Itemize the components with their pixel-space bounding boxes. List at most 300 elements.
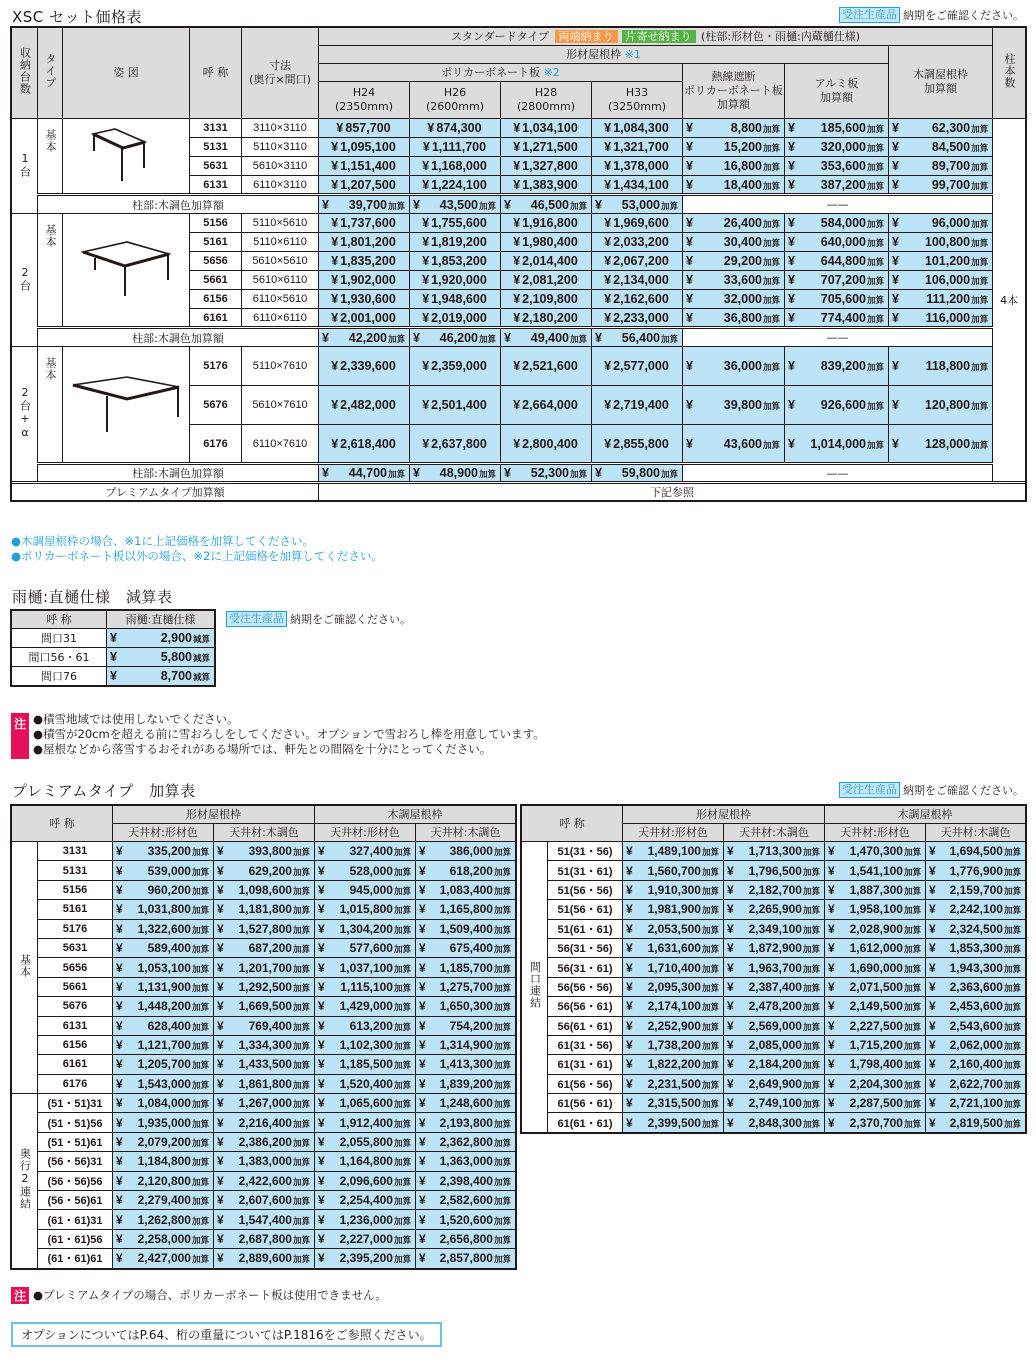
price-cell xyxy=(623,997,724,1016)
price-suffix: 加算 xyxy=(292,1138,310,1149)
premium-code: (56・56)31 xyxy=(38,1152,113,1171)
premium-table-row xyxy=(12,1152,516,1171)
price-suffix: 加算 xyxy=(1003,924,1021,935)
yen-sign: ¥ xyxy=(419,1135,426,1150)
price-cell xyxy=(825,880,926,899)
price-cell xyxy=(319,386,410,425)
price-cell xyxy=(592,157,683,176)
yen-sign: ¥ xyxy=(419,902,426,917)
price-cell xyxy=(683,271,785,290)
price-value: 1,185,700 xyxy=(439,960,493,975)
price-value: 386,000 xyxy=(449,844,493,859)
price-suffix: 加算 xyxy=(493,847,511,858)
price-cell xyxy=(319,138,410,157)
premium-table-row xyxy=(12,997,516,1016)
price-cell xyxy=(683,233,785,252)
price-cell xyxy=(113,842,214,861)
yen-sign: ¥ xyxy=(626,902,633,917)
note-non-polycarbonate: ●ポリカーボネート板以外の場合、※2に上記価格を加算してください。 xyxy=(11,549,383,563)
product-code: 5156 xyxy=(190,214,242,233)
yen-sign: ¥ xyxy=(422,216,430,230)
price-value: 754,200 xyxy=(449,1018,493,1033)
premium-code: 5631 xyxy=(38,938,113,957)
price-value: 2,071,500 xyxy=(849,979,903,994)
price-cell xyxy=(113,1152,214,1171)
price-value: 1,115,100 xyxy=(340,979,393,994)
price-value: 2,014,400 xyxy=(522,254,578,268)
price-suffix: 加算 xyxy=(493,1118,511,1129)
price-value: 335,200 xyxy=(147,844,191,859)
price-value: 675,400 xyxy=(449,941,493,956)
price-cell xyxy=(416,900,516,919)
yen-sign: ¥ xyxy=(626,1038,633,1053)
premium-table-row xyxy=(12,1074,516,1093)
price-cell xyxy=(410,195,501,214)
price-value: 56,400 xyxy=(621,330,660,345)
price-suffix: 加算 xyxy=(493,866,511,877)
yen-sign: ¥ xyxy=(892,140,899,154)
price-cell xyxy=(785,309,889,328)
yen-sign: ¥ xyxy=(513,398,521,412)
price-value: 769,400 xyxy=(248,1018,292,1033)
price-cell xyxy=(315,880,416,899)
price-value: 2,324,500 xyxy=(949,921,1003,936)
yen-sign: ¥ xyxy=(419,863,426,878)
yen-sign: ¥ xyxy=(422,140,430,154)
price-value: 2,258,000 xyxy=(137,1232,191,1246)
price-suffix: 加算 xyxy=(866,401,884,411)
price-suffix: 加算 xyxy=(191,1118,209,1129)
page-title: XSC セット価格表 xyxy=(12,8,143,26)
price-cell xyxy=(724,880,825,899)
vertical-label: 間口連結 xyxy=(528,961,542,1010)
price-value: 1,612,000 xyxy=(849,941,903,956)
yen-sign: ¥ xyxy=(626,844,633,859)
vertical-label: 基本 xyxy=(44,357,57,381)
product-code: 5131 xyxy=(190,138,242,157)
price-value: 2,501,400 xyxy=(431,398,487,412)
yen-sign: ¥ xyxy=(318,1115,325,1130)
price-value: 1,015,800 xyxy=(339,902,393,917)
made-to-order-badge: 受注生産品 xyxy=(839,7,900,23)
premium-header-name: 呼 称 xyxy=(12,806,113,842)
price-value: 1,034,100 xyxy=(522,121,578,135)
price-cell xyxy=(785,425,889,464)
price-suffix: 加算 xyxy=(903,1079,921,1090)
premium-table-row xyxy=(12,861,516,880)
price-cell xyxy=(501,347,592,386)
header-storage xyxy=(12,28,38,119)
yen-sign: ¥ xyxy=(318,979,325,994)
price-value: 2,399,500 xyxy=(647,1115,701,1130)
price-value: 42,200 xyxy=(348,330,387,345)
price-value: 59,800 xyxy=(621,466,660,480)
yen-sign: ¥ xyxy=(686,292,693,306)
price-suffix: 加算 xyxy=(701,1079,719,1090)
premium-code: 5176 xyxy=(38,919,113,938)
yen-sign: ¥ xyxy=(110,631,117,645)
premium-code: (51・51)31 xyxy=(38,1094,113,1113)
yen-sign: ¥ xyxy=(318,882,325,897)
price-cell xyxy=(926,1074,1026,1093)
type-label xyxy=(38,347,63,464)
yen-sign: ¥ xyxy=(929,1038,936,1053)
premium-code: 61(56・56) xyxy=(548,1074,623,1093)
price-cell xyxy=(501,233,592,252)
yen-sign: ¥ xyxy=(419,979,426,994)
price-cell xyxy=(410,138,501,157)
price-suffix: 加算 xyxy=(1003,1099,1021,1110)
pillar-wood-label: 柱部:木調色加算額 xyxy=(38,195,319,214)
price-suffix: 加算 xyxy=(493,1176,511,1187)
price-value: 774,400 xyxy=(820,310,866,325)
price-suffix: 加算 xyxy=(493,905,511,916)
price-suffix: 加算 xyxy=(866,124,884,134)
price-value: 393,800 xyxy=(248,844,292,859)
price-suffix: 加算 xyxy=(802,847,820,858)
header-aluminum: アルミ板 加算額 xyxy=(785,64,889,119)
premium-table-row xyxy=(522,842,1026,861)
price-cell xyxy=(724,842,825,861)
price-value: 1,383,000 xyxy=(238,1154,292,1169)
header-wood-frame: 木調屋根枠 加算額 xyxy=(889,46,993,119)
yen-sign: ¥ xyxy=(929,882,936,897)
vertical-label: 2台 xyxy=(18,265,32,292)
price-value: 2,279,400 xyxy=(137,1193,191,1208)
premium-header-wood: 木調屋根枠 xyxy=(825,806,1026,824)
price-value: 2,427,000 xyxy=(137,1251,191,1266)
yen-sign: ¥ xyxy=(513,310,521,325)
made-to-order-badge: 受注生産品 xyxy=(839,782,900,798)
price-value: 2,478,200 xyxy=(748,999,802,1014)
price-suffix: 加算 xyxy=(971,313,989,324)
price-value: 2,055,800 xyxy=(339,1135,393,1150)
price-cell xyxy=(926,1094,1026,1113)
price-cell xyxy=(416,1055,516,1074)
price-value: 2,398,400 xyxy=(439,1173,493,1188)
yen-sign: ¥ xyxy=(318,1154,325,1169)
price-value: 1,912,400 xyxy=(339,1115,393,1130)
yen-sign: ¥ xyxy=(513,216,521,230)
yen-sign: ¥ xyxy=(217,979,224,994)
yen-sign: ¥ xyxy=(331,216,339,230)
price-cell xyxy=(926,880,1026,899)
price-cell xyxy=(319,425,410,464)
price-suffix: 加算 xyxy=(1003,1060,1021,1071)
yen-sign: ¥ xyxy=(419,1096,426,1111)
yen-sign: ¥ xyxy=(331,140,339,154)
price-suffix: 加算 xyxy=(866,257,884,267)
price-cell xyxy=(825,938,926,957)
yen-sign: ¥ xyxy=(892,398,899,412)
price-suffix: 加算 xyxy=(493,1021,511,1032)
price-value: 2,649,900 xyxy=(748,1076,802,1091)
price-cell xyxy=(926,842,1026,861)
price-value: 1,262,800 xyxy=(137,1212,191,1227)
price-cell xyxy=(825,977,926,996)
yen-sign: ¥ xyxy=(788,273,795,287)
price-suffix: 加算 xyxy=(971,124,989,134)
price-cell xyxy=(319,195,410,214)
price-cell xyxy=(683,176,785,195)
price-cell xyxy=(889,138,993,157)
yen-sign: ¥ xyxy=(318,1135,325,1150)
price-cell xyxy=(315,1191,416,1210)
yen-sign: ¥ xyxy=(318,1173,325,1188)
product-size: 3110×3110 xyxy=(242,119,319,138)
price-suffix: 加算 xyxy=(393,1235,411,1245)
yen-sign: ¥ xyxy=(929,1115,936,1130)
yen-sign: ¥ xyxy=(217,1173,224,1188)
price-cell xyxy=(214,1229,315,1248)
price-cell xyxy=(785,386,889,425)
price-value: 1,433,500 xyxy=(238,1057,292,1072)
price-value: 1,776,900 xyxy=(949,863,1003,878)
premium-code: 5661 xyxy=(38,977,113,996)
price-value: 2,543,600 xyxy=(949,1018,1003,1033)
price-suffix: 加算 xyxy=(493,1254,511,1265)
yen-sign: ¥ xyxy=(318,1193,325,1208)
price-suffix: 加算 xyxy=(191,1215,209,1226)
price-suffix: 加算 xyxy=(971,362,989,372)
price-value: 1,098,600 xyxy=(238,882,292,897)
price-value: 2,386,200 xyxy=(238,1135,292,1150)
price-suffix: 加算 xyxy=(191,1176,209,1187)
price-suffix: 加算 xyxy=(292,847,310,858)
price-value: 118,800 xyxy=(925,359,971,373)
price-cell xyxy=(315,1171,416,1190)
yen-sign: ¥ xyxy=(626,1076,633,1091)
price-value: 1,980,400 xyxy=(522,235,578,249)
price-value: 1,111,700 xyxy=(431,140,487,154)
price-value: 1,902,000 xyxy=(340,273,396,287)
yen-sign: ¥ xyxy=(318,844,325,859)
price-cell xyxy=(416,1113,516,1132)
price-suffix: 加算 xyxy=(866,295,884,305)
price-suffix: 加算 xyxy=(292,885,310,896)
premium-table-row xyxy=(522,977,1026,996)
premium-code: (61・61)61 xyxy=(38,1249,113,1268)
yen-sign: ¥ xyxy=(419,1038,426,1053)
price-cell xyxy=(785,271,889,290)
yen-sign: ¥ xyxy=(626,1096,633,1111)
price-cell xyxy=(416,1171,516,1190)
yen-sign: ¥ xyxy=(727,902,734,917)
product-code: 6161 xyxy=(190,309,242,328)
yen-sign: ¥ xyxy=(892,177,899,192)
premium-table-row xyxy=(12,1035,516,1054)
price-value: 1,798,400 xyxy=(849,1057,903,1072)
price-cell xyxy=(724,977,825,996)
price-value: 2,656,800 xyxy=(439,1232,493,1246)
product-size: 6110×3110 xyxy=(242,176,319,195)
price-value: 1,224,100 xyxy=(431,177,487,192)
price-value: 1,151,400 xyxy=(340,159,396,173)
price-cell xyxy=(592,119,683,138)
price-value: 2,395,200 xyxy=(339,1251,393,1266)
pillar-wood-row xyxy=(12,195,1026,214)
price-cell xyxy=(113,861,214,880)
premium-code: (51・51)56 xyxy=(38,1113,113,1132)
price-value: 2,134,000 xyxy=(613,273,669,287)
price-cell xyxy=(785,138,889,157)
yen-sign: ¥ xyxy=(513,140,521,154)
price-cell xyxy=(410,425,501,464)
price-cell xyxy=(724,861,825,880)
price-value: 2,180,200 xyxy=(522,310,578,325)
price-cell xyxy=(416,977,516,996)
price-cell xyxy=(926,1055,1026,1074)
price-cell xyxy=(410,328,501,347)
yen-sign: ¥ xyxy=(604,359,612,373)
price-suffix: 加算 xyxy=(292,1176,310,1187)
yen-sign: ¥ xyxy=(419,1212,426,1227)
price-value: 589,400 xyxy=(147,941,191,956)
price-suffix: 加算 xyxy=(393,1138,411,1149)
yen-sign: ¥ xyxy=(422,359,430,373)
price-value: 2,339,600 xyxy=(340,359,396,373)
price-cell xyxy=(592,176,683,195)
price-value: 2,637,800 xyxy=(431,436,487,451)
price-cell xyxy=(889,386,993,425)
yen-sign: ¥ xyxy=(788,254,795,268)
premium-code: 56(56・61) xyxy=(548,997,623,1016)
premium-table-row xyxy=(522,958,1026,977)
price-value: 1,958,100 xyxy=(849,902,903,917)
price-cell xyxy=(113,1210,214,1229)
yen-sign: ¥ xyxy=(626,960,633,975)
premium-table-row xyxy=(522,1094,1026,1113)
price-cell xyxy=(623,1094,724,1113)
price-cell xyxy=(683,347,785,386)
yen-sign: ¥ xyxy=(217,882,224,897)
price-suffix: 加算 xyxy=(569,333,587,344)
yen-sign: ¥ xyxy=(217,1212,224,1227)
price-value: 2,053,500 xyxy=(647,921,701,936)
price-value: 2,109,800 xyxy=(522,292,578,306)
price-suffix: 加算 xyxy=(493,963,511,974)
price-suffix: 加算 xyxy=(393,1157,411,1168)
price-cell xyxy=(785,119,889,138)
premium-table-row xyxy=(12,1132,516,1151)
price-suffix: 加算 xyxy=(393,1079,411,1090)
price-suffix: 加算 xyxy=(866,219,884,229)
price-value: 89,700 xyxy=(931,159,971,173)
price-value: 2,370,700 xyxy=(849,1115,903,1130)
price-value: 52,300 xyxy=(530,466,569,480)
price-cell xyxy=(416,1249,516,1268)
header-standard-type: スタンダードタイプ 両端納まり 片寄せ納まり (柱部:形材色・雨樋:内蔵樋仕様) xyxy=(319,28,993,46)
price-value: 687,200 xyxy=(248,941,292,956)
price-value: 1,669,500 xyxy=(238,999,292,1014)
yen-sign: ¥ xyxy=(116,882,123,897)
price-suffix: 加算 xyxy=(292,1002,310,1013)
header-size: 寸法 (奥行×間口) xyxy=(242,28,319,119)
price-value: 1,948,600 xyxy=(431,292,487,306)
price-cell xyxy=(825,958,926,977)
price-suffix: 加算 xyxy=(701,1041,719,1052)
price-suffix: 加算 xyxy=(802,885,820,896)
yen-sign: ¥ xyxy=(828,902,835,917)
price-value: 2,889,600 xyxy=(238,1251,292,1266)
tag-both-ends: 両端納まり xyxy=(555,30,618,43)
tag-one-side: 片寄せ納まり xyxy=(622,30,696,43)
price-suffix: 加算 xyxy=(191,1157,209,1168)
price-value: 2,819,500 xyxy=(949,1115,1003,1130)
price-cell xyxy=(501,176,592,195)
yen-sign: ¥ xyxy=(892,359,899,373)
price-cell xyxy=(501,464,592,483)
price-suffix: 加算 xyxy=(866,238,884,248)
price-value: 618,200 xyxy=(449,863,493,878)
price-suffix: 加算 xyxy=(762,219,780,229)
price-value: 46,200 xyxy=(439,330,478,345)
price-value: 53,000 xyxy=(621,197,660,212)
price-cell xyxy=(319,271,410,290)
yen-sign: ¥ xyxy=(727,1115,734,1130)
premium-table-row xyxy=(522,1055,1026,1074)
price-suffix: 加算 xyxy=(701,982,719,993)
price-cell xyxy=(315,861,416,880)
main-notes xyxy=(11,534,383,564)
price-value: 2,096,600 xyxy=(339,1173,393,1188)
price-cell xyxy=(785,347,889,386)
price-value: 43,500 xyxy=(439,197,478,212)
header-heat-block: 熱線遮断 ポリカーボネート板 加算額 xyxy=(683,64,785,119)
yen-sign: ¥ xyxy=(828,960,835,975)
price-value: 43,600 xyxy=(723,436,762,451)
price-suffix: 加算 xyxy=(292,1079,310,1090)
price-cell xyxy=(315,1132,416,1151)
price-suffix: 加算 xyxy=(971,238,989,248)
price-cell xyxy=(785,176,889,195)
price-cell xyxy=(825,842,926,861)
gutter-header-spec: 雨樋:直樋仕様 xyxy=(107,611,215,629)
price-value: 2,855,800 xyxy=(613,436,669,451)
price-cell xyxy=(315,900,416,919)
price-value: 1,694,500 xyxy=(949,844,1003,859)
price-cell xyxy=(416,1074,516,1093)
price-suffix: 加算 xyxy=(393,866,411,877)
price-cell xyxy=(214,900,315,919)
price-suffix: 加算 xyxy=(393,847,411,858)
yen-sign: ¥ xyxy=(727,979,734,994)
yen-sign: ¥ xyxy=(513,235,521,249)
price-cell xyxy=(315,1094,416,1113)
price-cell xyxy=(889,309,993,328)
yen-sign: ¥ xyxy=(318,941,325,956)
price-suffix: 加算 xyxy=(866,143,884,153)
price-suffix: 加算 xyxy=(903,847,921,858)
price-suffix: 加算 xyxy=(701,963,719,974)
yen-sign: ¥ xyxy=(828,1115,835,1130)
price-value: 1,969,600 xyxy=(613,216,669,230)
yen-sign: ¥ xyxy=(422,159,430,173)
product-size: 6110×6110 xyxy=(242,309,319,328)
price-value: 2,363,600 xyxy=(949,979,1003,994)
price-value: 613,200 xyxy=(349,1018,393,1033)
price-cell xyxy=(113,958,214,977)
header-h28: H28 (2800mm) xyxy=(501,82,592,119)
price-suffix: 加算 xyxy=(493,885,511,896)
price-value: 1,839,200 xyxy=(439,1076,493,1091)
price-suffix: 加算 xyxy=(1003,1002,1021,1013)
yen-sign: ¥ xyxy=(828,999,835,1014)
gutter-name: 間口31 xyxy=(12,629,107,648)
price-suffix: 加算 xyxy=(762,439,780,450)
price-suffix: 加算 xyxy=(292,1099,310,1110)
price-value: 960,200 xyxy=(147,882,191,897)
